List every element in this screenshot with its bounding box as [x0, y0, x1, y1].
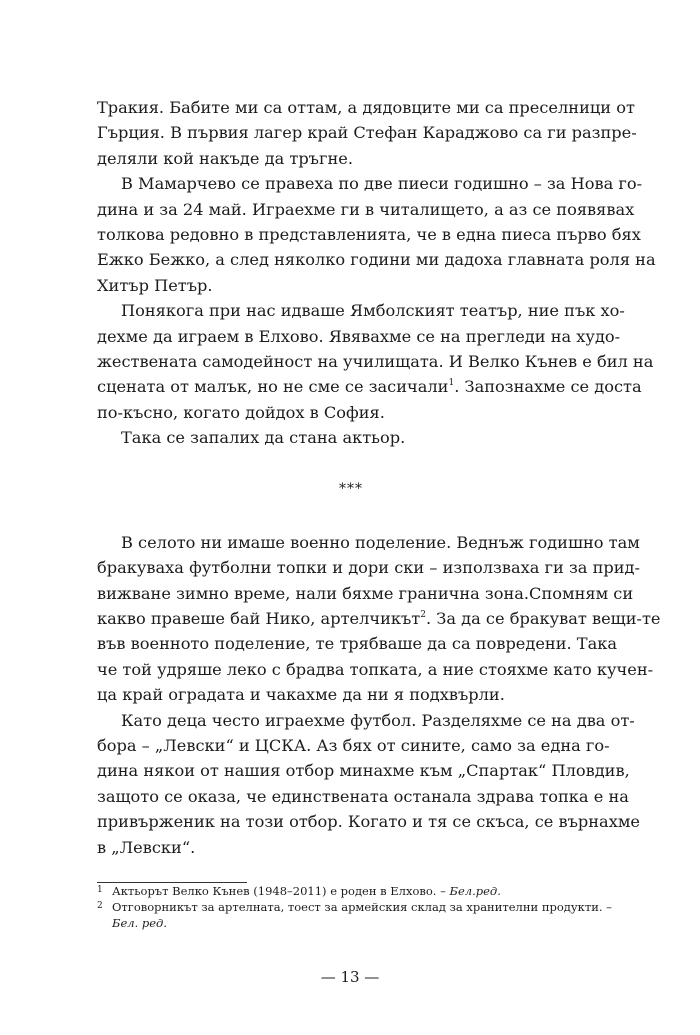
- footnote-ref-1[interactable]: 1: [448, 377, 455, 388]
- text-segment: . За да се бракуват вещи-те: [425, 609, 661, 629]
- section-separator: ***: [339, 481, 363, 498]
- text-line: по-късно, когато дойдох в София.: [97, 402, 385, 422]
- text-line: дина и за 24 май. Играехме ги в читалището, а аз се появявах: [97, 199, 635, 219]
- text-line: бора – „Левски“ и ЦСКА. Аз бях от сините, само за една го-: [97, 735, 610, 755]
- footnote-number: 2: [97, 901, 103, 911]
- paragraph-1: [97, 95, 637, 171]
- text-line: дина някои от нашия отбор минахме към „Спартак“ Пловдив,: [97, 761, 630, 781]
- text-line: Като деца често играехме футбол. Разделяхме се на два от-: [121, 710, 635, 730]
- text-line: дехме да играем в Елхово. Явявахме се на прегледи на худо-: [97, 326, 621, 346]
- text-line: вижване зимно време, нали бяхме гранична зона.Спомням си: [97, 583, 634, 603]
- text-line: че той удряше леко с брадва топката, а ние стояхме като кучен-: [97, 659, 654, 679]
- text-line: жествената самодейност на училищата. И Велко Кънев е бил на: [97, 351, 654, 371]
- text-line: деляли кой накъде да тръгне.: [97, 148, 353, 168]
- footnote-text: Актьорът Велко Кънев (1948–2011) е роден в Елхово. –: [112, 884, 450, 898]
- page-number: — 13 —: [320, 968, 380, 986]
- text-segment: . Запознахме се доста: [454, 377, 642, 397]
- text-line: Понякога при нас идваше Ямболският театър, ние пък хо-: [121, 301, 625, 321]
- text-line: [97, 606, 661, 631]
- footnote-text: Отговорникът за артелната, тоест за армейския склад за хранителни продукти. –: [112, 900, 612, 914]
- footnote-1: [97, 883, 607, 899]
- editor-note: Бел. ред.: [112, 916, 168, 930]
- text-line: Ежко Бежко, а след няколко години ми дадоха главната роля на: [97, 250, 656, 270]
- paragraph-2: [97, 171, 656, 298]
- text-line: бракуваха футболни топки и дори ски – използваха ги за прид-: [97, 558, 640, 578]
- paragraph-5: [97, 530, 661, 708]
- editor-note: Бел.ред.: [449, 884, 501, 898]
- paragraph-4: [97, 425, 605, 450]
- text-line: във военното поделение, те трябваше да са повредени. Така: [97, 634, 618, 654]
- text-line: защото се оказа, че единствената останала здрава топка е на: [97, 786, 629, 806]
- text-line: Тракия. Бабите ми са оттам, а дядовците ми са преселници от: [97, 98, 635, 117]
- text-line: [97, 374, 642, 399]
- text-line: в „Левски“.: [97, 837, 196, 857]
- text-segment: сцената от малък, но не сме се засичали: [97, 377, 449, 397]
- footnote-number: 1: [97, 885, 103, 895]
- paragraph-6: [97, 708, 641, 860]
- text-line: ца край оградата и чакахме да ни я подхвърли.: [97, 685, 505, 705]
- footnote-2: [97, 899, 612, 931]
- text-line: толкова редовно в представленията, че в една пиеса първо бях: [97, 224, 641, 244]
- text-line: Хитър Петър.: [97, 275, 213, 295]
- footnotes: [97, 883, 612, 931]
- text-line: Така се запалих да стана актьор.: [121, 428, 406, 448]
- text-line: Гърция. В първия лагер край Стефан Караджово са ги разпре-: [97, 123, 637, 143]
- paragraph-3: [97, 298, 654, 425]
- text-line: В селото ни имаше военно поделение. Веднъж годишно там: [121, 532, 640, 552]
- text-segment: какво правеше бай Нико, артелчикът: [97, 609, 421, 629]
- body-text: [97, 95, 661, 860]
- text-line: В Мамарчево се правеха по две пиеси годишно – за Нова го-: [121, 174, 643, 194]
- text-line: привърженик на този отбор. Когато и тя се скъса, се върнахме: [97, 812, 641, 832]
- footnote-ref-2[interactable]: 2: [420, 609, 426, 620]
